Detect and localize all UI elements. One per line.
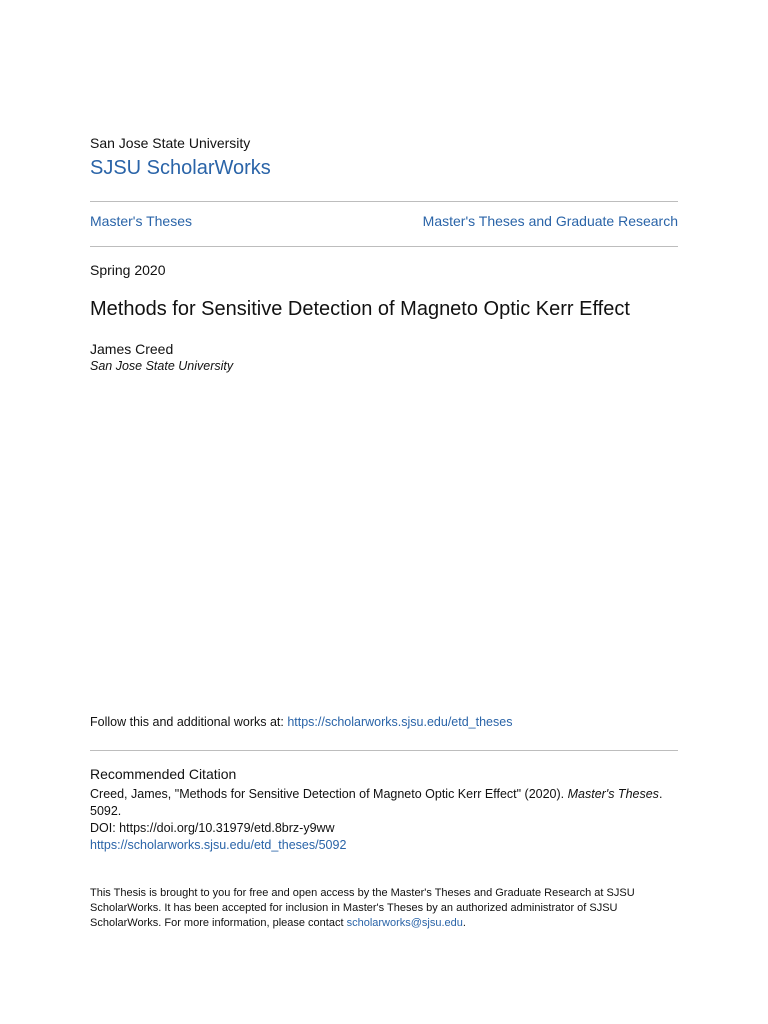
author-affiliation: San Jose State University [90,359,234,373]
follow-line [90,715,512,729]
divider-collections [90,246,678,247]
graduate-research-link[interactable]: Master's Theses and Graduate Research [422,213,678,229]
access-notice [90,886,678,931]
citation-heading: Recommended Citation [90,766,237,782]
follow-url-link[interactable]: https://scholarworks.sjsu.edu/etd_theses [287,715,513,729]
citation-end: . [658,787,663,801]
divider-top [90,201,678,202]
repository-link[interactable]: SJSU ScholarWorks [90,157,271,179]
collection-links [90,213,678,229]
notice-prefix: ScholarWorks. For more information, please contact [90,917,347,929]
citation-number: 5092. [90,804,122,818]
follow-prefix: Follow this and additional works at: [90,715,288,729]
citation-block [90,786,678,854]
citation-series: Master's Theses [567,787,659,801]
citation-line-1 [90,786,678,803]
publication-date: Spring 2020 [90,262,166,278]
university-name: San Jose State University [90,135,251,151]
cover-page [90,0,678,1024]
contact-email-link[interactable]: scholarworks@sjsu.edu [346,917,463,929]
notice-end: . [462,917,466,929]
citation-doi: DOI: https://doi.org/10.31979/etd.8brz-y9ww [90,821,335,835]
divider-citation [90,750,678,751]
notice-line-2: ScholarWorks. It has been accepted for inclusion in Master's Theses by an authorized administrator of SJSU [90,902,618,914]
author-name: James Creed [90,341,174,357]
citation-url-link[interactable]: https://scholarworks.sjsu.edu/etd_theses/5092 [90,838,347,852]
citation-text: Creed, James, "Methods for Sensitive Detection of Magneto Optic Kerr Effect" (2020). [90,787,568,801]
notice-line-1: This Thesis is brought to you for free and open access by the Master's Theses and Graduate Research at SJSU [90,887,635,899]
document-title: Methods for Sensitive Detection of Magneto Optic Kerr Effect [90,298,630,320]
notice-line-3 [90,916,678,931]
masters-theses-link[interactable]: Master's Theses [90,213,193,229]
